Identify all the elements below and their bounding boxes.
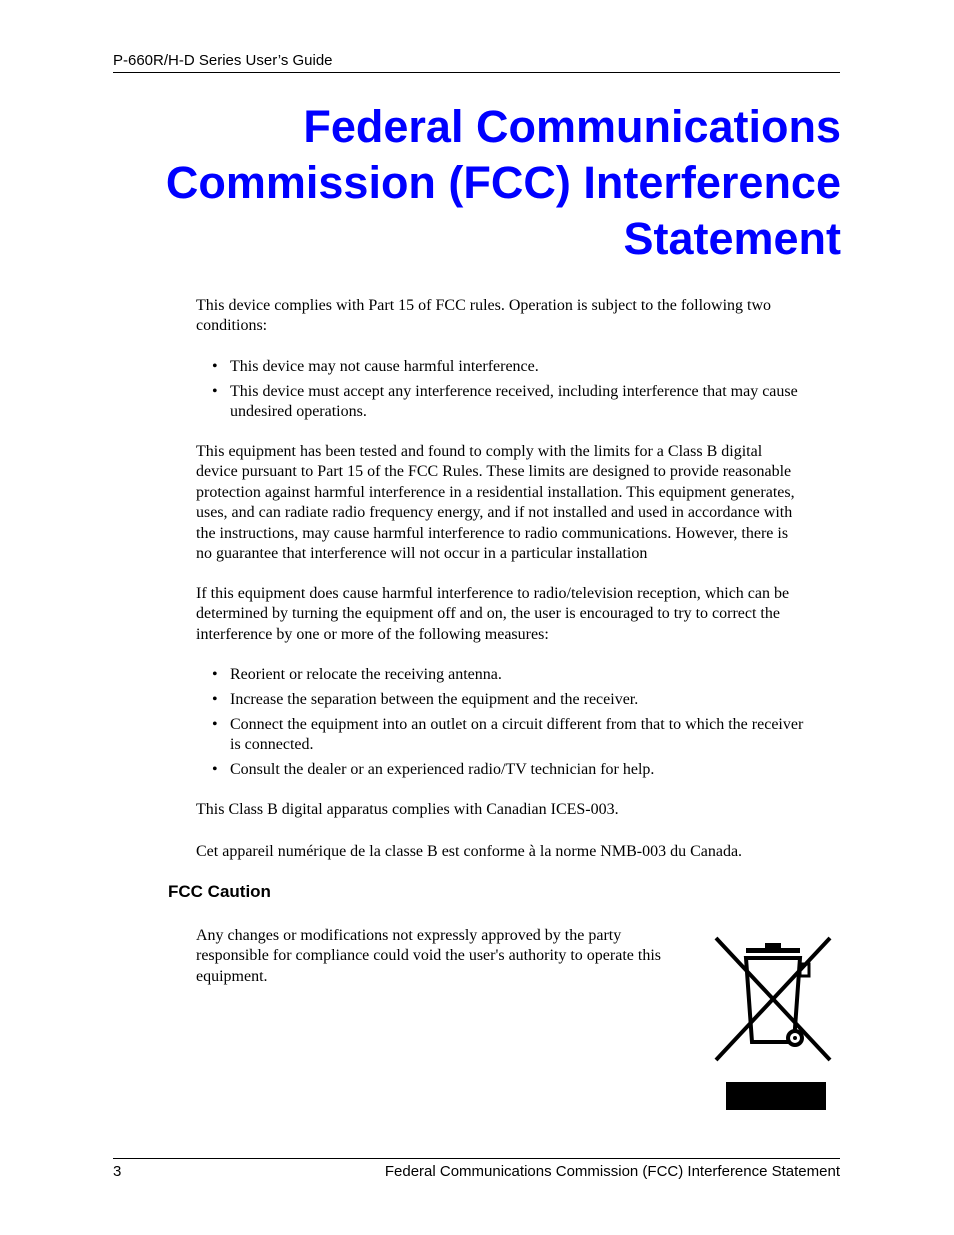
conditions-list [196, 357, 842, 427]
crossed-out-wheeled-bin-icon [708, 930, 838, 1115]
page-number: 3 [113, 1163, 122, 1180]
intro-paragraph: This device complies with Part 15 of FCC rules. Operation is subject to the following two conditions: [196, 297, 772, 335]
measures-list [196, 665, 842, 785]
list-item: • This device may not cause harmful interference. [212, 358, 539, 375]
list-item: • Connect the equipment into an outlet on a circuit different from that to which the receiver is connected. [212, 715, 804, 754]
list-item: • Reorient or relocate the receiving antenna. [212, 666, 502, 683]
running-header [113, 50, 840, 73]
footer-chapter-title: Federal Communications Commission (FCC) Interference Statement [384, 1163, 840, 1180]
caution-paragraph: Any changes or modifications not expressly approved by the party responsible for compliance could void the user's authority to operate this equipment. [196, 927, 661, 985]
section-heading: FCC Caution [168, 882, 271, 901]
tested-paragraph: This equipment has been tested and found to comply with the limits for a Class B digital device pursuant to Part 15 of the FCC Rules. These limits are designed to provide reasonable protection against harmful interference in a residential installation. This equipment generates, uses, and can radiate radio frequency energy, and if not installed and used in accordance with the instructions, may cause harmful interference to radio communications. However, there is no guarantee that interference will not occur in a particular installation [196, 443, 795, 563]
chapter-title [81, 99, 841, 267]
canada-french-statement: Cet appareil numérique de la classe B est conforme à la norme NMB-003 du Canada. [196, 843, 743, 860]
list-item: • Increase the separation between the equipment and the receiver. [212, 690, 639, 708]
guide-title: P-660R/H-D Series User’s Guide [113, 52, 333, 69]
measures-intro-paragraph: If this equipment does cause harmful interference to radio/television reception, which can be determined by turning the equipment off and on, the user is encouraged to try to correct the interference by one or more of the following measures: [196, 585, 790, 643]
chapter-title-line: Federal Communications [303, 101, 841, 152]
running-footer [113, 1158, 840, 1183]
chapter-title-line: Statement [623, 213, 841, 264]
canada-english-statement: This Class B digital apparatus complies with Canadian ICES-003. [196, 801, 619, 818]
list-item: • This device must accept any interference received, including interference that may cause undesired operations. [212, 382, 798, 421]
chapter-title-line: Commission (FCC) Interference [165, 157, 841, 208]
list-item: • Consult the dealer or an experienced radio/TV technician for help. [212, 761, 655, 779]
